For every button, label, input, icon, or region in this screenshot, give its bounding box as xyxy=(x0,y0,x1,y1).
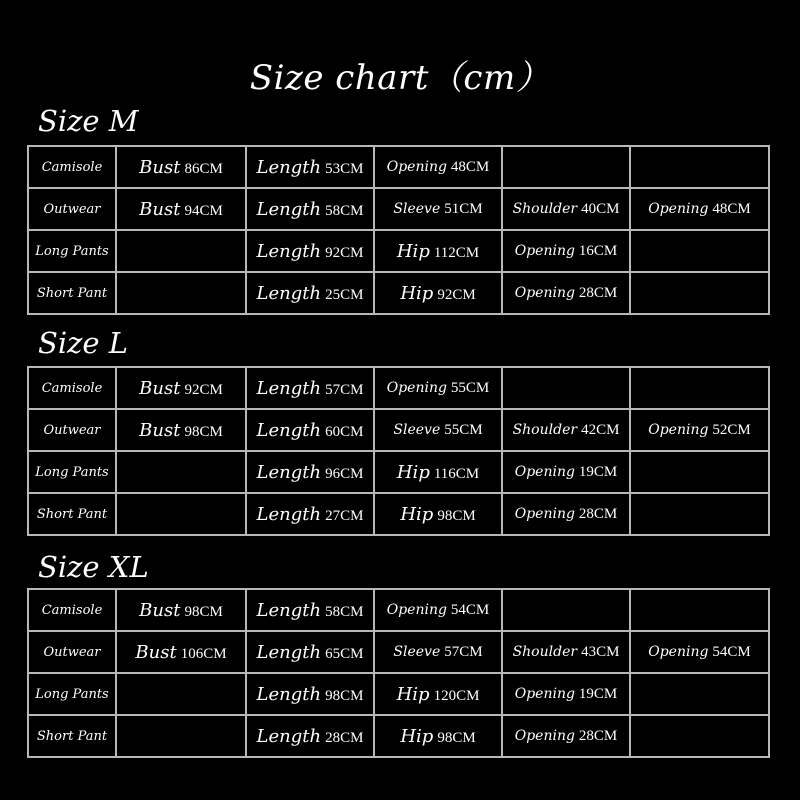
measure-value: 98CM xyxy=(325,687,364,704)
measure-cell xyxy=(502,493,630,535)
measure-value: 54CM xyxy=(712,643,751,660)
measure-key: Length xyxy=(256,282,322,304)
measure-key: Bust xyxy=(139,156,181,178)
measure-cell xyxy=(246,367,374,409)
measure-cell xyxy=(116,451,246,493)
measure-cell xyxy=(116,272,246,314)
measure-value: 57CM xyxy=(444,643,483,660)
measure-cell xyxy=(630,272,769,314)
measure-cell xyxy=(246,146,374,188)
row-label: Long Pants xyxy=(28,230,116,272)
table-row xyxy=(28,493,769,535)
measure-key: Opening xyxy=(386,158,447,175)
measure-key: Bust xyxy=(139,377,181,399)
table-row xyxy=(28,631,769,673)
measure-cell xyxy=(246,188,374,230)
table-row xyxy=(28,230,769,272)
table-row xyxy=(28,367,769,409)
measure-value: 96CM xyxy=(325,465,364,482)
measure-key: Opening xyxy=(386,601,447,618)
row-label: Outwear xyxy=(28,188,116,230)
row-label: Long Pants xyxy=(28,451,116,493)
table-row xyxy=(28,451,769,493)
measure-value: 98CM xyxy=(437,507,476,524)
measure-key: Bust xyxy=(135,641,177,663)
measure-cell xyxy=(116,188,246,230)
measure-cell xyxy=(502,451,630,493)
measure-cell xyxy=(246,451,374,493)
measure-value: 98CM xyxy=(437,729,476,746)
measure-key: Bust xyxy=(139,599,181,621)
measure-value: 28CM xyxy=(578,727,618,744)
measure-cell xyxy=(502,367,630,409)
measure-key: Opening xyxy=(514,727,575,744)
measure-key: Bust xyxy=(139,419,181,441)
measure-cell xyxy=(630,146,769,188)
measure-value: 43CM xyxy=(581,643,620,660)
measure-cell xyxy=(502,589,630,631)
measure-value: 42CM xyxy=(581,421,620,438)
measure-cell xyxy=(374,188,502,230)
row-label: Short Pant xyxy=(28,272,116,314)
measure-value: 28CM xyxy=(325,729,364,746)
measure-value: 58CM xyxy=(325,603,364,620)
size-table-m xyxy=(27,145,770,315)
size-table-l xyxy=(27,366,770,536)
table-row xyxy=(28,272,769,314)
measure-value: 25CM xyxy=(325,286,364,303)
measure-cell xyxy=(246,715,374,757)
measure-value: 55CM xyxy=(450,379,490,396)
measure-value: 116CM xyxy=(433,465,480,482)
measure-key: Opening xyxy=(648,200,709,217)
measure-value: 27CM xyxy=(325,507,364,524)
measure-cell xyxy=(502,715,630,757)
measure-cell xyxy=(116,493,246,535)
measure-value: 60CM xyxy=(325,423,364,440)
measure-value: 53CM xyxy=(325,160,364,177)
measure-value: 52CM xyxy=(712,421,751,438)
measure-cell xyxy=(246,409,374,451)
measure-value: 112CM xyxy=(433,244,480,261)
size-heading-l: Size L xyxy=(38,326,129,360)
measure-cell xyxy=(374,493,502,535)
measure-key: Opening xyxy=(514,685,575,702)
row-label: Short Pant xyxy=(28,715,116,757)
measure-cell xyxy=(630,673,769,715)
measure-value: 120CM xyxy=(433,687,480,704)
measure-key: Length xyxy=(256,641,322,663)
size-heading-m: Size M xyxy=(38,104,139,138)
table-row xyxy=(28,146,769,188)
measure-key: Opening xyxy=(514,284,575,301)
measure-cell xyxy=(630,589,769,631)
measure-cell xyxy=(116,146,246,188)
measure-cell xyxy=(502,631,630,673)
measure-cell xyxy=(502,146,630,188)
measure-value: 28CM xyxy=(578,284,618,301)
measure-cell xyxy=(374,409,502,451)
row-label: Camisole xyxy=(28,589,116,631)
measure-cell xyxy=(116,673,246,715)
measure-key: Length xyxy=(256,599,322,621)
measure-key: Hip xyxy=(400,503,434,525)
measure-cell xyxy=(116,367,246,409)
measure-value: 92CM xyxy=(325,244,364,261)
table-row xyxy=(28,673,769,715)
measure-cell xyxy=(630,493,769,535)
measure-value: 55CM xyxy=(444,421,483,438)
measure-cell xyxy=(374,230,502,272)
measure-cell xyxy=(116,409,246,451)
measure-key: Sleeve xyxy=(393,200,441,217)
measure-value: 19CM xyxy=(578,463,618,480)
measure-key: Shoulder xyxy=(512,643,578,660)
measure-cell xyxy=(116,715,246,757)
measure-cell xyxy=(630,188,769,230)
table-row xyxy=(28,715,769,757)
measure-value: 51CM xyxy=(444,200,483,217)
measure-cell xyxy=(116,589,246,631)
measure-key: Opening xyxy=(648,421,709,438)
measure-cell xyxy=(246,631,374,673)
measure-cell xyxy=(246,493,374,535)
measure-value: 98CM xyxy=(184,603,223,620)
measure-key: Hip xyxy=(400,282,434,304)
row-label: Long Pants xyxy=(28,673,116,715)
measure-key: Length xyxy=(256,377,322,399)
measure-cell xyxy=(374,589,502,631)
measure-key: Hip xyxy=(396,683,430,705)
measure-value: 94CM xyxy=(184,202,223,219)
row-label: Camisole xyxy=(28,146,116,188)
table-row xyxy=(28,589,769,631)
measure-key: Opening xyxy=(648,643,709,660)
measure-cell xyxy=(246,673,374,715)
measure-cell xyxy=(116,631,246,673)
measure-key: Hip xyxy=(400,725,434,747)
measure-key: Length xyxy=(256,461,322,483)
measure-cell xyxy=(502,230,630,272)
measure-key: Sleeve xyxy=(393,643,441,660)
table-row xyxy=(28,188,769,230)
measure-key: Length xyxy=(256,503,322,525)
measure-cell xyxy=(630,230,769,272)
measure-cell xyxy=(630,367,769,409)
measure-value: 65CM xyxy=(325,645,364,662)
measure-key: Opening xyxy=(386,379,447,396)
measure-key: Length xyxy=(256,156,322,178)
measure-value: 98CM xyxy=(184,423,223,440)
row-label: Outwear xyxy=(28,631,116,673)
size-table-xl xyxy=(27,588,770,758)
size-heading-xl: Size XL xyxy=(38,550,149,584)
measure-value: 92CM xyxy=(184,381,223,398)
measure-value: 48CM xyxy=(712,200,751,217)
measure-cell xyxy=(630,715,769,757)
measure-value: 16CM xyxy=(578,242,618,259)
page-title: Size chart（cm） xyxy=(249,58,551,98)
measure-key: Length xyxy=(256,198,322,220)
measure-key: Length xyxy=(256,683,322,705)
measure-value: 58CM xyxy=(325,202,364,219)
measure-key: Shoulder xyxy=(512,421,578,438)
measure-cell xyxy=(246,272,374,314)
measure-cell xyxy=(374,715,502,757)
measure-value: 48CM xyxy=(450,158,490,175)
measure-key: Length xyxy=(256,419,322,441)
measure-cell xyxy=(374,451,502,493)
measure-key: Sleeve xyxy=(393,421,441,438)
measure-cell xyxy=(502,272,630,314)
measure-value: 40CM xyxy=(581,200,620,217)
measure-key: Length xyxy=(256,240,322,262)
measure-cell xyxy=(630,409,769,451)
measure-cell xyxy=(502,673,630,715)
measure-value: 92CM xyxy=(437,286,476,303)
measure-key: Opening xyxy=(514,242,575,259)
measure-key: Length xyxy=(256,725,322,747)
measure-cell xyxy=(246,230,374,272)
table-row xyxy=(28,409,769,451)
measure-key: Hip xyxy=(396,240,430,262)
measure-cell xyxy=(502,409,630,451)
measure-value: 57CM xyxy=(325,381,364,398)
measure-cell xyxy=(630,451,769,493)
measure-value: 28CM xyxy=(578,505,618,522)
measure-cell xyxy=(374,631,502,673)
row-label: Outwear xyxy=(28,409,116,451)
measure-key: Hip xyxy=(396,461,430,483)
measure-key: Bust xyxy=(139,198,181,220)
measure-cell xyxy=(116,230,246,272)
measure-value: 54CM xyxy=(450,601,490,618)
measure-key: Opening xyxy=(514,463,575,480)
measure-value: 19CM xyxy=(578,685,618,702)
measure-cell xyxy=(374,367,502,409)
measure-value: 106CM xyxy=(180,645,227,662)
measure-cell xyxy=(502,188,630,230)
measure-cell xyxy=(246,589,374,631)
measure-cell xyxy=(374,146,502,188)
measure-value: 86CM xyxy=(184,160,223,177)
measure-key: Shoulder xyxy=(512,200,578,217)
measure-cell xyxy=(374,272,502,314)
measure-key: Opening xyxy=(514,505,575,522)
row-label: Short Pant xyxy=(28,493,116,535)
measure-cell xyxy=(630,631,769,673)
measure-cell xyxy=(374,673,502,715)
row-label: Camisole xyxy=(28,367,116,409)
